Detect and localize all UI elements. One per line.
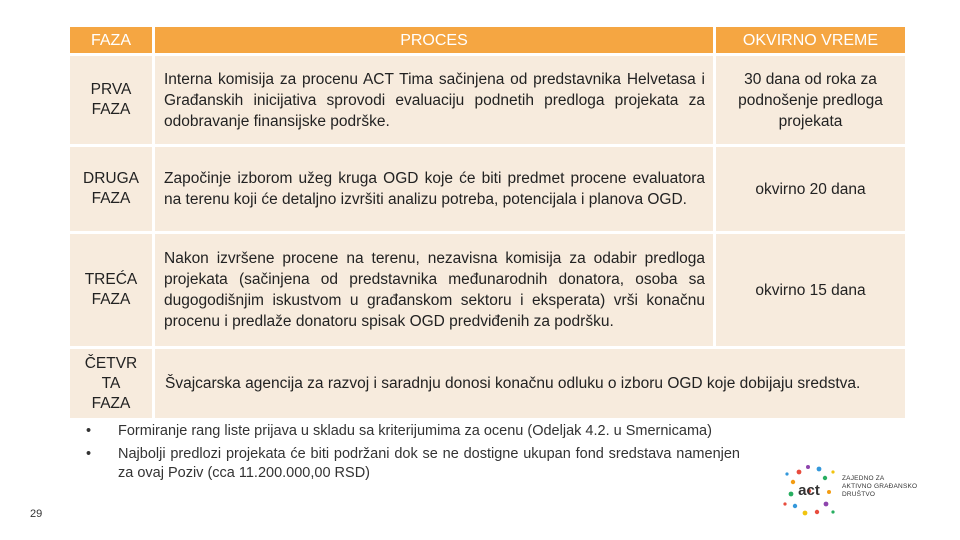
row-1-time-text: 30 dana od roka za podnošenje predloga projekata [738,70,883,130]
row-4-phase [70,349,152,418]
bullet-list [86,422,740,487]
bullet-icon: • [86,446,92,462]
logo-wordmark: act [798,482,820,499]
row-4-phase-line: ČETVR [84,354,138,372]
header-time [716,27,905,53]
row-3-phase [70,234,152,346]
bullet-icon: • [86,423,92,439]
row-4-process-text: Švajcarska agencija za razvoj i saradnju donosi konačnu odluku o izboru OGD koje dobijaju sredstva. [165,375,861,392]
row-4-process [155,349,905,418]
header-phase-label: FAZA [90,31,131,49]
header-time-label: OKVIRNO VREME [742,31,879,49]
row-4-phase-line: TA [101,374,121,392]
row-1-phase-line: FAZA [91,101,131,118]
row-2-process-text: Započinje izborom užeg kruga OGD koje će biti predmet procene evaluatora na terenu koji će detaljno izvršiti analizu potreba, potencijala i planova OGD. [164,170,705,208]
bullet-text: Formiranje rang liste prijava u skladu sa kriterijumima za ocenu (Odeljak 4.2. u Smernicama) [118,423,712,439]
header-phase [70,27,152,53]
row-4-phase-line: FAZA [91,394,131,412]
row-3-time [716,234,905,346]
row-1-time [716,56,905,144]
row-3-process-text: Nakon izvršene procene na terenu, nezavisna komisija za odabir predloga projekata (sačinjena od predstavnika međunarodnih donatora, osoba sa dugogodišnjim iskustvom u građanskom sektoru i eksperata) vrši konačnu procenu i predlaže donatoru spisak OGD predviđenih za podršku. [164,250,705,330]
logo-tagline-line: ZAJEDNO ZA [842,475,885,482]
list-item [86,445,740,483]
logo-tagline-line: DRUŠTVO [842,491,876,498]
logo-tagline-line: AKTIVNO GRAĐANSKO [842,483,918,490]
row-1-process [155,56,713,144]
row-3-process [155,234,713,346]
header-process-label: PROCES [400,31,468,49]
row-2-phase-line: FAZA [91,190,131,207]
bullet-text: Najbolji predlozi projekata će biti podržani dok se ne dostigne ukupan fond sredstava namenjen za ovaj Poziv (cca 11.200.000,00 RSD) [118,446,740,481]
row-2-time [716,147,905,231]
row-3-phase-line: FAZA [91,291,131,308]
row-2-phase-line: DRUGA [83,170,139,187]
row-3-phase-line: TREĆA [84,271,138,288]
row-2-process [155,147,713,231]
list-item [86,422,740,441]
header-process [155,27,713,53]
page-number: 29 [30,508,43,520]
row-1-phase-line: PRVA [90,81,132,98]
row-3-time-text: okvirno 15 dana [755,281,866,299]
row-2-time-text: okvirno 20 dana [755,180,866,198]
row-1-phase [70,56,152,144]
logo-tagline [842,475,917,499]
row-2-phase [70,147,152,231]
row-1-process-text: Interna komisija za procenu ACT Tima sačinjena od predstavnika Helvetasa i Građanskih inicijativa sprovodi evaluaciju podnetih predloga projekata za odobravanje finansijske podrške. [164,70,705,130]
